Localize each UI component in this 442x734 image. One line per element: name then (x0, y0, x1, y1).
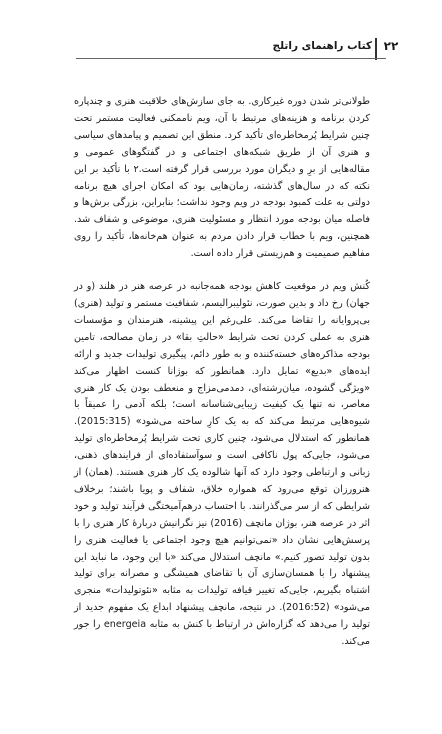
paragraph-1: طولانی‌تر شدن دوره غیرکاری. به جای سازش‌های خلاقیت هنری و چندپاره کردن برنامه و هزینه‌های مرتبط با آن، ویم ناممکنی فعالیت مستمر تحت چنین شرایط پُرمخاطره‌ای تأکید کرد. منطق این تصمیم و پیامدهای سیاسی و هنری آن از طریق شبکه‌های اجتماعی و در گفتگوهای عمومی و مقاله‌هایی از برِ و دیگران مورد بررسی قرار گرفته است.۲ با تأکید بر این نکته که در سال‌های گذشته، زمان‌هایی بود که امکان اجرای هیچ برنامه دولتی به علت کمبود بودجه در ویم وجود نداشت؛ بنابراین، بزرگی برش‌ها و فاصله میان بودجه مورد انتظار و مسئولیت هنری، موضوعی و شفاف شد. همچنین، ویم با خطاب قرار دادن مردم به عنوان هم‌خانه‌ها، تأکید را روی مفاهیم صمیمیت و هم‌زیستی قرار داده است. (74, 96, 370, 260)
page-number: ۲۲ (383, 39, 399, 53)
page-header (0, 36, 442, 62)
paragraph-2: کُنش ویم در موقعیت کاهش بودجه همه‌جانبه در عرصه هنر در هلند (و در جهان) رخ داد و بدین صورت، نئولیبرالیسم، شفافیت مستمر و تولید (هنری) بی‌پروایانه را تقاضا می‌کند. علی‌رغم این پیشینه، هنرمندان و مؤسسات هنری به عملی کردن تحت شرایط «حالتِ بقا» در زمان مصالحه، تامین بودجه مذاکره‌های خسته‌کننده و به طور دائم، پیگیری تولیدات جدید و ارائه ایده‌های «بدیع» تمایل دارد. همانطور که بوژانا کنست اظهار می‌کند «ویژگی گشوده، میان‌رشته‌ای، دمدمی‌مزاج و منعطف بودن یک کار هنری معاصر، نه تنها یک کیفیت زیبایی‌شناسانه است؛ بلکه آدمی را عمیقاً با شیوه‌هایی مرتبط می‌کند که به یک کارِ ساخته می‌شود» (2015:315). همانطور که استدلال می‌شود، چنین کاری تحت شرایط پُرمخاطره‌ای تولید می‌شود، جایی‌که پول ناکافی است و سوآستفاده‌ای از فرایندهای ذهنی، زبانی و ارتباطی وجود دارد که آنها شالوده یک کار هنری هستند. (همان) از هنرورزان توقع می‌رود که همواره خلاق، شفاف و پویا باشند؛ برخلاف شرایطی که از سر می‌گذرانند. با احتساب درهم‌آمیختگی فرآیند تولید و خود اثر در عرصه هنر، بوژان مانچف (2016) نیز نگرانیش دربارهٔ کار هنری را با پرسش‌هایی نشان داد «نمی‌توانیم هیچ وجود اجتماعی یا فعالیت هنری را بدون تولید تصور کنیم.» مانچف استدلال می‌کند «با این وجود، ما نباید این پیشنهاد را با همسان‌سازی آن با تقاضای همیشگی و مصرانه برای تولید اشتباه بگیریم، جایی‌که تغییر قیافه تولیدات به مثابه «نئوتولیدات» منجری می‌شود» (2016:52). در نتیجه، مانچف پیشنهاد ابداع یک مفهوم جدید از تولید را می‌دهد که گزاره‌اش در ارتباط با کنش به مثابه energeia را جور می‌کند. (74, 281, 370, 648)
header-rule (76, 58, 386, 59)
body-text (74, 94, 370, 651)
header-separator (375, 38, 377, 60)
running-title: کتاب راهنمای راتلج (272, 40, 372, 52)
